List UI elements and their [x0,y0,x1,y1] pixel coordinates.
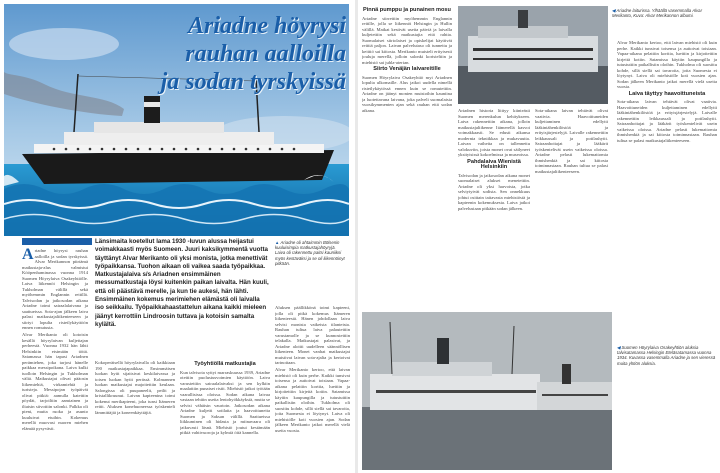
body-column-3 [180,360,270,470]
photo-harbor [362,312,612,470]
caption-3-text: Ariadne laiturissa. Ylhäällä vasemmalla Alvar Merikanto, Kuva: Alvar Merikannon albumi. [612,8,702,19]
caption-1-marker: ▲ [275,240,281,245]
subhead-laiva: Laiva täyttyy haavoittuneista [628,90,706,97]
title-line-2: rauhan aalloilla [185,41,346,67]
photo-ship-quay-image [458,6,608,104]
col9-text: Sota-aikana laivan tehtävät olivat vaativia. Haavoittuneiden kuljettaminen edellytti lääkintähenkilöstöä ja erityisjärjestelyjä. Laivalle rakennettiin leikkaussali ja potilashytit. Sairaanhoitajat ja lääkärit työskentelivät usein vaikeissa oloissa. Ariadne pelasti lukemattomia ihmishenkiä ja sai kiitosta toiminnastaan. Rauhan tultua se palasi matkustajaliikenteeseen. [535,108,608,174]
lead-text: Länsimaita koetellut lama 1930 -luvun alussa heijastui voimakkaasti myös Suomeen. Juuri kaksikymmentä vuotta täyttänyt Alvar Merikanto oli yksi monista, jotka menettivät työpaikkansa. Tuohon aikaan oli vaikea saada työpaikkaa. Matkustajalaiva s/s Ariadnen ensimmäinen messumatkustaja löysi kuitenkin paikan laivalta. Hän kuuli, että oli päästävä merelle, ja kun tie aukesi, hän lähti. Ensimmäinen kokemus merimiehen elämästä oli laivalla iso seikkailu. Työpaikkahaastattelun aikana kaikki mieleen jäänyt kerrottiin Lindroosin tuttava ja kotoisin samalta kylältä. [95,238,269,328]
col9-text-short: Talvisodan ja jatkosodan aikana monet suomalaiset alukset menetettiin. Ariadne oli yksi harvoista, jotka selviytyivät sodista. Sen onnekkuus johtui osittain taitavasta miehistöstä ja kapteenin kokemuksesta. Laiva jatkoi palvelustaan pitkään sodan jälkeen. [458,172,530,211]
caption-1 [275,240,347,300]
caption-4-text: Suomen Höyrylaiva Osakeyhtiön aluksia talvisatamassa Helsingin Eteläsatamassa vuonna 1934. Kuvassa vasemmalla Ariadne ja sen vieressä muita yhtiön aluksia. [617,345,716,366]
title-line-3: ja sodan tyrskyissä [160,69,346,95]
col4-text: Aluksen päällikkönä toimi kapteeni, jolla oli pitkä kokemus Itämeren liikenteestä. Hänen johdollaan laiva selvisi monista vaikeista tilanteista. Rauhan tultua laiva palautettiin varustamolle ja se kunnostettiin telakalla. Matkustajat palasivat, ja Ariadne aloitti uudelleen säännöllisen liikenteen. Monet vanhat matkustajat muistivat laivan sota-ajalta ja kertoivat tarinoitaan. [275,305,350,365]
col3-text: Kun talvisota syttyi marraskuussa 1939, Ariadne otettiin puolustusvoimien käyttöön. Laiva varustettiin sairaalalaivaksi ja sen kylkiin maalattiin punaiset ristit. Miehistö jatkoi työtään vaarallisissa oloissa. Sodan aikana laivaa vastaan tehtiin useita lentohyökkäyksiä, mutta se selvisi vähäisin vaurioin. Jatkosodan aikana Ariadne kuljetti sotilaita ja haavoittuneita Suomen ja Saksan välillä. Saattueissa liikkuminen oli hidasta ja miinavaara oli jatkuvasti läsnä. Miehistö joutui kestämään pitkiä vahtivuoroja ja kylmiä öitä kannella. [180,369,270,435]
title-line-1: Ariadne höyrysi [187,13,346,39]
caption-4-marker: ◀ [617,345,622,350]
hero-illustration [4,4,349,236]
page-gutter [355,0,358,473]
photo-ship-quay [458,6,608,104]
article-title [96,12,346,108]
col2-text: Kokoperäisellä höyrylaivalla oli kaikkiaan 190 matkustajapaikkaa. Ensimmäisen luokan hytit sijaitsivat keskilaivassa ja toisen luokan hytit perässä. Kolmannen luokan matkustajat majoitettiin keulaan. Salongissa oli puupaneelit, peilit ja kristallikruunut. Laivan kapteenina toimi kokenut merikapteeni, joka tunsi Itämeren reitit. Aluksen konehuoneessa työskenteli lämmittäjiä ja koneenkäyttäjiä. [95,360,175,415]
col1-text: Alvar Merikanto oli kotoisin kesällä höyrylaivan kuljettajan perheestä. Vuonna 1932 hän lähti Helsinkiin etsimään töitä. Satamassa hän tapasi Ariadnen perämiehen, joka tarjosi hänelle paikkaa messipoikana. Laiva kulki tuolloin Helsingin ja Tukholman väliä. Matkustajat olivat pääosin liikemiehiä, virkamiehiä ja turisteja. Messipojan työpäivät olivat pitkiä: aamulla katettiin pöydät, tarjoiltiin aamiainen ja iltaisin siivottiin salonki. Palkka oli pieni, mutta ruoka ja asunto kuuluivat etuihin. Kokemus merellä muovasi nuoren miehen elämää pysyvästi. [22,332,88,431]
subhead-sirto: Siirto Venäjän laivareitille [373,66,441,72]
subhead-tyoyhteys: Työyhtiöllä matkustajia [194,361,256,367]
col7-text: Suomen Höyrylaiva Osakeyhtiö myi Ariadnen lopulta ulkomaille. Alus jatkoi uudella nimellä risteilykäytössä ennen kuin se romutettiin. Ariadne on jäänyt monien muistoihin kauniina ja luotettavana laivana, joka palveli suomalaisia vuosikymmenten ajan sekä rauhan että sodan aikana. [362,74,452,113]
caption-3 [612,8,716,38]
right-column-2 [458,108,530,308]
caption-3-marker: ◀ [612,8,617,13]
subhead-pahalaiva: Pahdalaiva Wienistä Helsinkiin [467,158,521,170]
body-column-2 [95,360,175,470]
caption-1-text: Ariadne oli ahtaimmin Bölsenin kuuluisimpia matkustajahöyryjä. Laiva oli rakennettu paitsi kauniiksi myös kestäväksi ja se oli liikennöinyt pitkään. [275,240,345,266]
byline-bar [22,238,92,245]
intro-text: riadne höyrysi rauhan aalloilla ja sodan tyrskyissä. Alvar Merikannon piirtämä matkustaja-alus valmistui Kööpenhaminassa vuonna 1914 Suomen Höyrylaiva Osakeyhtiölle. Laiva liikennöi Helsingin ja Tukholman välillä sekä myöhemmin Englannin reitillä. Talvisodan ja jatkosodan aikana Ariadne toimi sairaalalaivana ja saattueissa. Sota-ajan jälkeen laiva palasi matkustajaliikenteeseen ja siirtyi lopulta risteilykäyttöön ennen romutusta. [22,248,88,330]
right-column-1 [362,6,452,306]
caption-4 [617,345,717,465]
body-column-4 [275,305,350,470]
col11-text: Sota-aikana laivan tehtävät olivat vaativia. Haavoittuneiden kuljettaminen edellytti lääkintähenkilöstöä ja erityisjärjestelyjä. Laivalle rakennettiin leikkaussali ja potilashytit. Sairaanhoitajat ja lääkärit työskentelivät usein vaikeissa oloissa. Ariadne pelasti lukemattomia ihmishenkiä ja sai kiitosta toiminnastaan. Rauhan tultua se palasi matkustajaliikenteeseen. [617,99,717,143]
col8-text: Ariadnen historia liittyy kiinteästi Suomen merenkulun kehitykseen. Laiva rakennettiin aikana, jolloin matkustajaliikenne Itämerellä kasvoi voimakkaasti. Se edusti aikansa modernia tekniikkaa ja mukavuutta. Laivan vaiheita on tallennettu valokuviin, joista monet ovat säilyneet yksityisissä kokoelmissa ja museoissa. [458,108,530,157]
right-column-3 [535,108,608,308]
col6-text: Ariadne siirrettiin myöhemmin Englannin reitille, jolla se liikennöi Helsingin ja Hullin välillä. Matkat kestivät useita päiviä ja laivalla kuljetettiin sekä matkustajia että rahtia. Suomalaiset siirtolaiset ja opiskelijat käyttivät reittiä paljon. Laivan palvelutaso oli tunnettu ja keittiö sai kiitosta. Merikanto muisteli erityisesti jouluja merellä, jolloin salonki koristeltiin ja miehistö sai juhla-aterian. [362,15,452,65]
dropcap: A [22,248,34,263]
lead-paragraph [95,238,270,356]
photo-harbor-image [362,312,612,470]
col5-text: Alvar Merikanto kertoo, että laivan miehistö oli kuin perhe. Kaikki tunsivat toisensa ja auttoivat toisiaan. Vapaa-aikana pelattiin korttia, luettiin ja kirjoitettiin kirjeitä kotiin. Satamissa käytiin kaupungilla ja tutustuttiin paikallisiin oloihin. Tukholma oli suosittu kohde, sillä siellä sai tavaroita, joita Suomesta ei löytynyt. Laiva oli miehistölle koti vuosien ajan. Sodan jälkeen Merikanto jatkoi merellä vielä useita vuosia. [275,367,350,433]
intro-column [22,248,88,468]
right-column-4 [617,40,717,340]
subhead-pimppu: Pinnä pumppu ja punainen mosu [363,7,451,13]
col10-text: Alvar Merikanto kertoo, että laivan miehistö oli kuin perhe. Kaikki tunsivat toisensa ja auttoivat toisiaan. Vapaa-aikana pelattiin korttia, luettiin ja kirjoitettiin kirjeitä kotiin. Satamissa käytiin kaupungilla ja tutustuttiin paikallisiin oloihin. Tukholma oli suosittu kohde, sillä siellä sai tavaroita, joita Suomesta ei löytynyt. Laiva oli miehistölle koti vuosien ajan. Sodan jälkeen Merikanto jatkoi merellä vielä useita vuosia. [617,40,717,89]
